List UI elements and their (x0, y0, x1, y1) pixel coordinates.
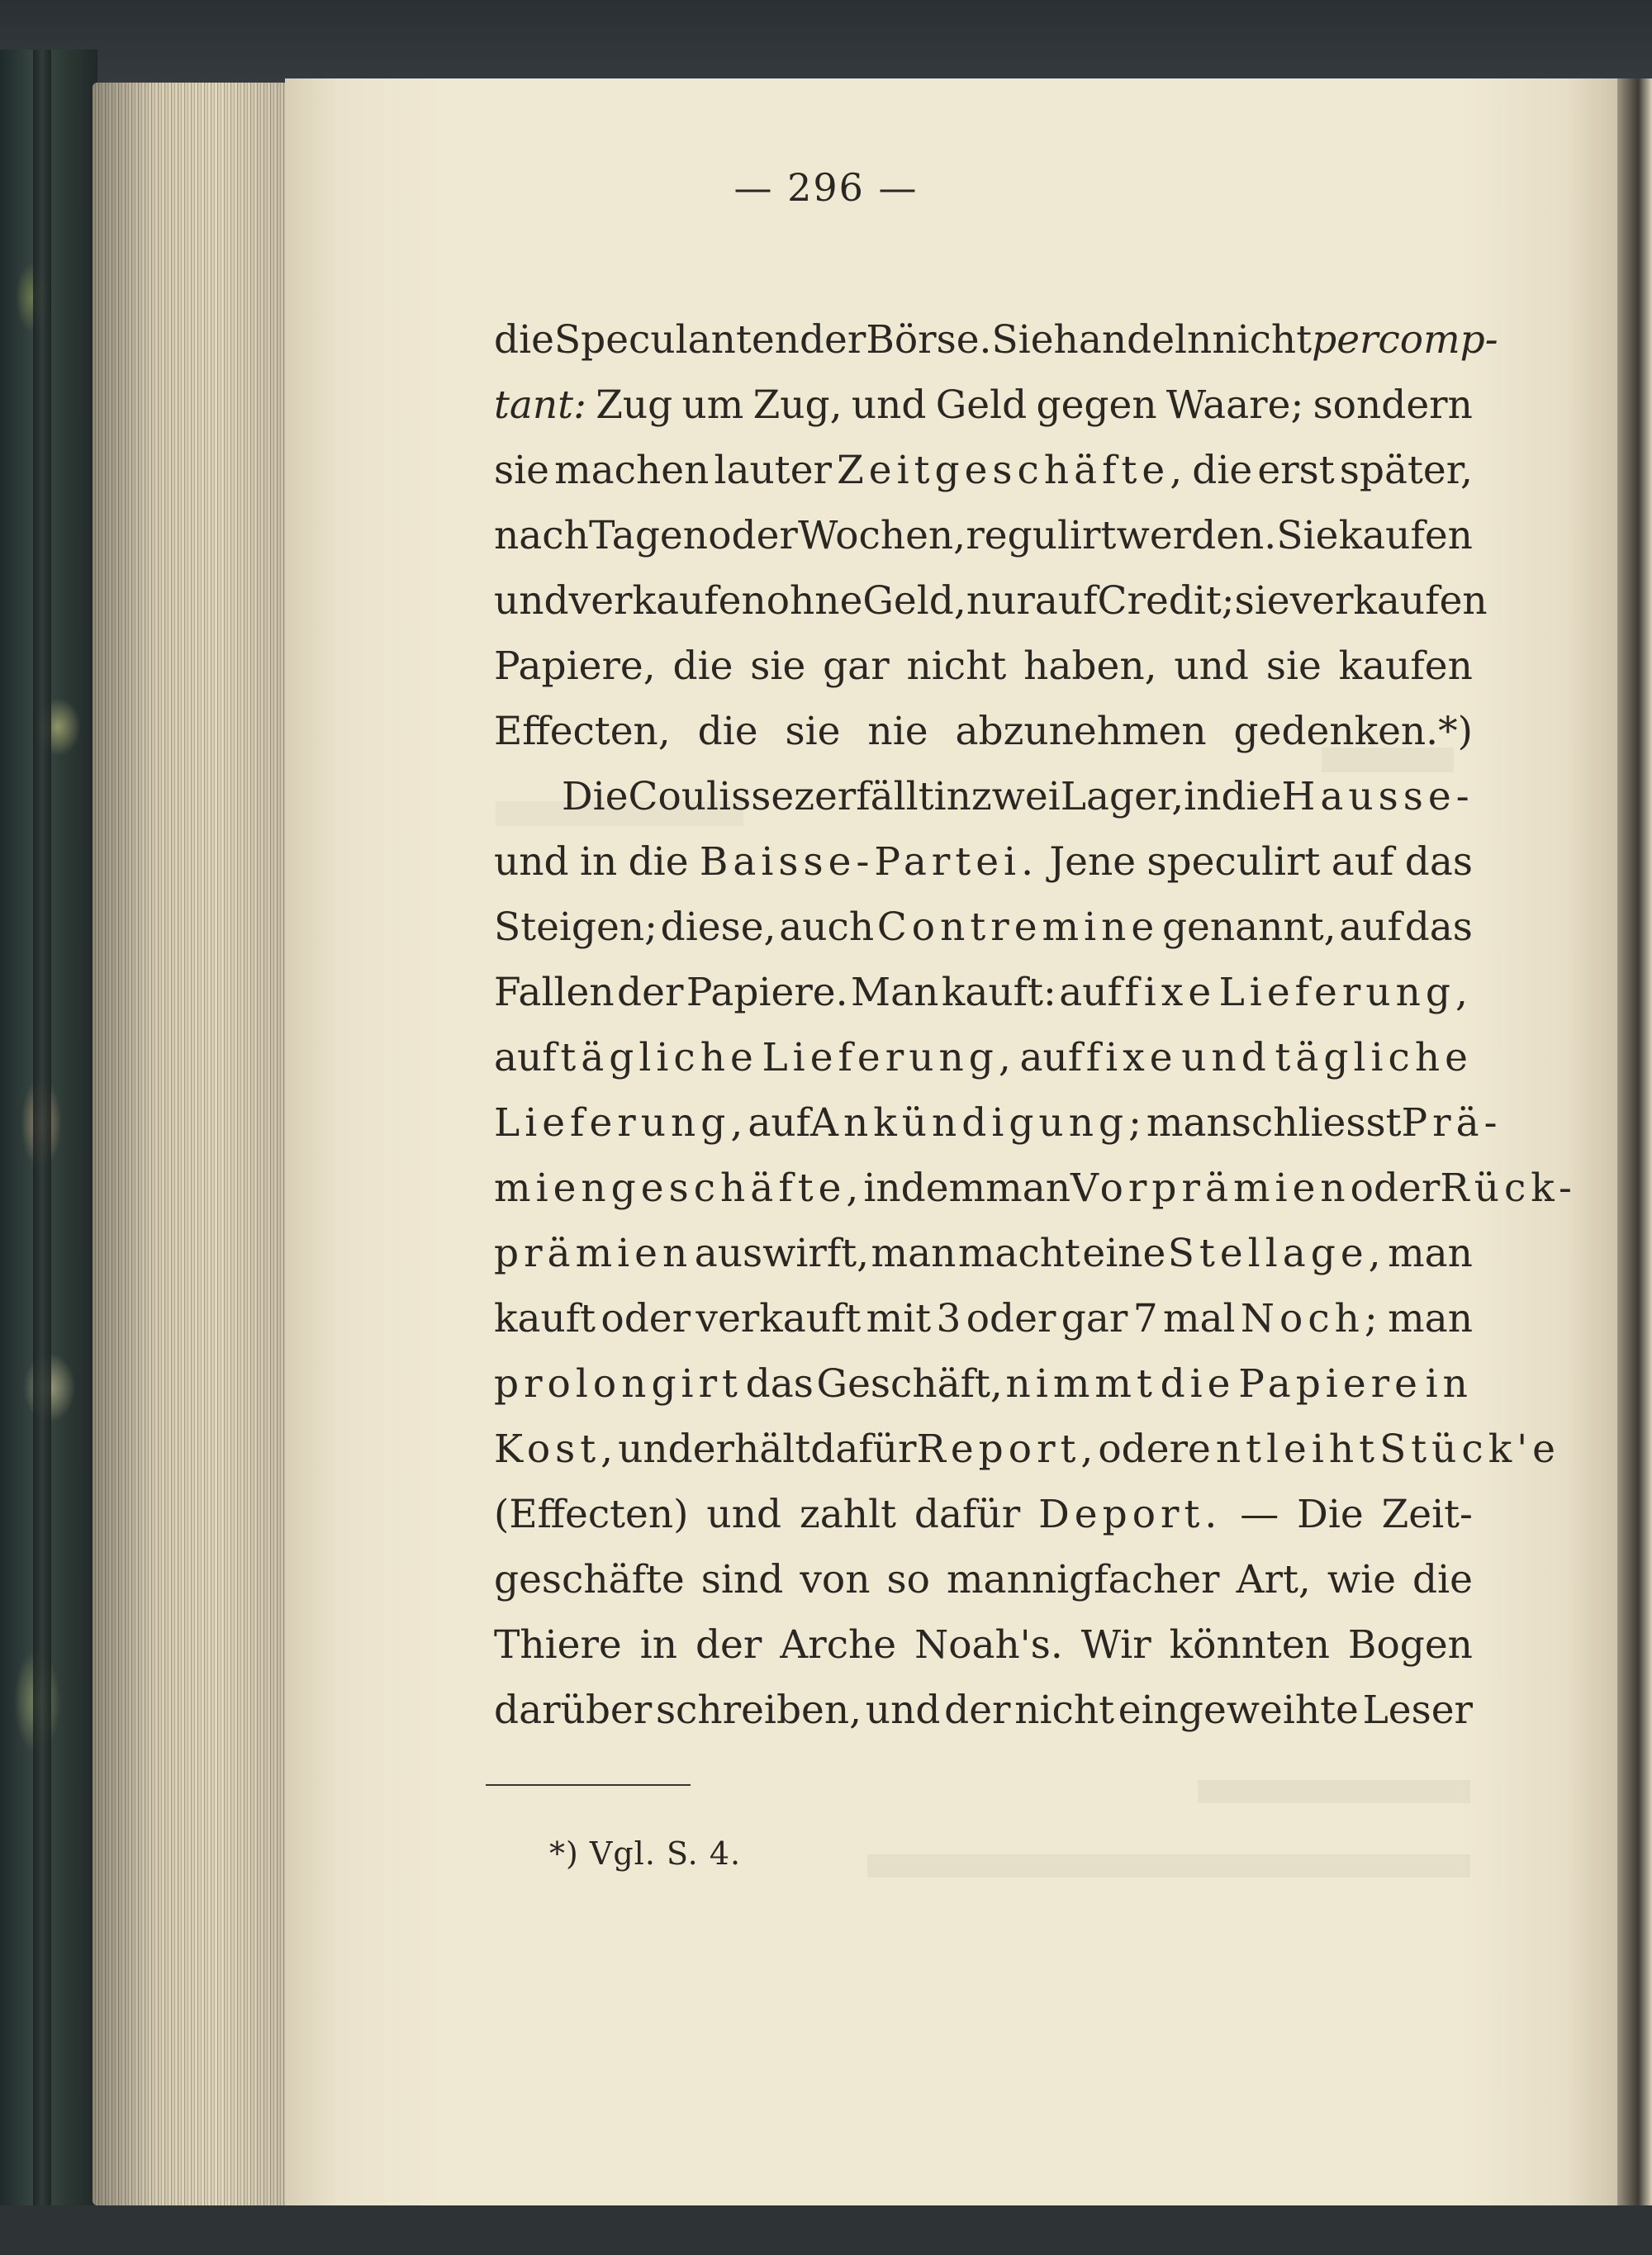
word: auf (1339, 904, 1402, 950)
word: die (1192, 448, 1253, 493)
word: Zug, (752, 382, 843, 428)
word: Man (851, 970, 939, 1015)
word: die (1221, 774, 1282, 819)
word: per (1312, 317, 1379, 363)
word: das (745, 1361, 814, 1407)
word: tant: (494, 382, 586, 428)
page-edges-shadow (93, 83, 299, 2205)
word: Leser (1362, 1688, 1473, 1733)
word: und (494, 839, 569, 885)
word: Steigen; (494, 904, 657, 950)
word: fixe (1085, 1035, 1178, 1080)
scan-background-bottom (0, 2205, 1652, 2255)
word: fixe (1124, 970, 1217, 1015)
word: Lieferung, (494, 1100, 748, 1146)
text-line (494, 438, 1473, 503)
word: oder (1350, 1165, 1441, 1211)
word: Lieferung, (762, 1035, 1016, 1080)
word: auf (494, 1035, 557, 1080)
text-line (494, 1156, 1577, 1221)
word: auf (1019, 1035, 1083, 1080)
word: macht (957, 1231, 1080, 1276)
word: Papiere, (494, 643, 656, 689)
footnote-rule (486, 1784, 691, 1786)
word: sie (1265, 643, 1322, 689)
word: Rück- (1440, 1165, 1577, 1211)
word: in (639, 1622, 678, 1668)
word: auf (748, 1100, 810, 1146)
word: Die (1297, 1492, 1364, 1537)
word: nicht (1014, 1688, 1115, 1733)
word: prolongirt (494, 1361, 743, 1407)
word: auf (1331, 839, 1394, 885)
word: machen (554, 448, 710, 493)
word: sie (1234, 578, 1290, 624)
word: Credit; (1097, 578, 1235, 624)
word: auswirft, (694, 1231, 870, 1276)
word: die (1160, 1361, 1236, 1407)
word: mannigfacher (946, 1557, 1220, 1602)
word: Wir (1080, 1622, 1151, 1668)
word: Sie (1276, 513, 1339, 558)
word: erst (1257, 448, 1335, 493)
text-line (494, 960, 1473, 1025)
word: Kost, (494, 1427, 619, 1472)
word: Lieferung, (1218, 970, 1473, 1015)
word: Art, (1236, 1557, 1311, 1602)
word: — (1240, 1492, 1279, 1537)
text-line (494, 1090, 1502, 1156)
word: man (1388, 1231, 1473, 1276)
word: Geschäft, (816, 1361, 1003, 1407)
word: Coulisse (628, 774, 795, 819)
word: sie (494, 448, 549, 493)
word: die (628, 839, 689, 885)
word: Speculanten (553, 317, 800, 363)
word: Effecten, (494, 709, 671, 754)
word: nach (494, 513, 589, 558)
word: Wochen, (798, 513, 966, 558)
word: Arche (780, 1622, 897, 1668)
text-line (494, 1547, 1473, 1612)
word: später, (1339, 448, 1473, 493)
word: nicht (906, 643, 1007, 689)
book-spine-edge (33, 50, 51, 2255)
word: gedenken.*) (1233, 709, 1473, 754)
word: sondern (1313, 382, 1473, 428)
word: von (800, 1557, 871, 1602)
word: sind (700, 1557, 784, 1602)
word: um (681, 382, 744, 428)
word: Zeit- (1381, 1492, 1473, 1537)
word: Papiere. (686, 970, 848, 1015)
word: und (1181, 1035, 1271, 1080)
text-line (494, 1482, 1473, 1547)
word: sie (785, 709, 841, 754)
word: kaufen (1338, 643, 1473, 689)
text-line (494, 829, 1473, 895)
word: eine (1082, 1231, 1166, 1276)
word: und (1174, 643, 1249, 689)
word: Baisse-Partei. (699, 839, 1039, 885)
word: dafür (810, 1427, 917, 1472)
word: Stück'e (1379, 1427, 1560, 1472)
word: tägliche (560, 1035, 758, 1080)
word: Lager, (1060, 774, 1184, 819)
word: und (494, 578, 569, 624)
word: 3 (936, 1296, 961, 1341)
word: prämien (494, 1231, 693, 1276)
word: kauft (494, 1296, 596, 1341)
word: oder (966, 1296, 1056, 1341)
word: nur (966, 578, 1035, 624)
word: und (706, 1492, 782, 1537)
text-line (494, 1221, 1473, 1286)
word: nicht (1212, 317, 1313, 363)
word: die (1412, 1557, 1473, 1602)
word: verkauft (695, 1296, 862, 1341)
word: Börse. (866, 317, 992, 363)
word: regulirt (966, 513, 1117, 558)
word: oder (601, 1296, 691, 1341)
word: wie (1327, 1557, 1396, 1602)
word: Bogen (1347, 1622, 1473, 1668)
word: der (944, 1688, 1011, 1733)
word: zwei (971, 774, 1061, 819)
word: zahlt (800, 1492, 896, 1537)
word: oder (708, 513, 798, 558)
word: darüber (494, 1688, 653, 1733)
word: oder (1098, 1427, 1189, 1472)
word: auf (1034, 578, 1098, 624)
word: Sie (991, 317, 1054, 363)
word: comp- (1378, 317, 1498, 363)
word: zerfällt (794, 774, 934, 819)
word: lauter (714, 448, 832, 493)
word: kaufen (1338, 513, 1473, 558)
word: man (985, 1165, 1070, 1211)
text-line (494, 1025, 1473, 1090)
word: speculirt (1146, 839, 1321, 885)
word: Thiere (494, 1622, 622, 1668)
text-line (494, 1678, 1473, 1743)
word: in (1184, 774, 1222, 819)
word: man (1388, 1296, 1473, 1341)
word: eingeweihte (1118, 1688, 1359, 1733)
word: und (618, 1427, 693, 1472)
word: Contremine (876, 904, 1160, 950)
word: könnten (1169, 1622, 1330, 1668)
word: verkaufen (1289, 578, 1488, 624)
word: die (494, 317, 554, 363)
word: in (933, 774, 971, 819)
word: werden. (1116, 513, 1277, 558)
word: tägliche (1275, 1035, 1473, 1080)
word: auch (779, 904, 875, 950)
footnote: *) Vgl. S. 4. (549, 1835, 742, 1872)
text-line (494, 373, 1473, 438)
word: der (695, 1622, 762, 1668)
word: Die (562, 774, 629, 819)
text-line (494, 634, 1473, 699)
word: Papiere (1238, 1361, 1422, 1407)
word: und (865, 1688, 941, 1733)
word: Noch; (1240, 1296, 1383, 1341)
text-line (494, 1417, 1560, 1482)
word: Stellage, (1167, 1231, 1386, 1276)
word: man (871, 1231, 957, 1276)
word: Zeitgeschäfte, (837, 448, 1188, 493)
word: erhält (692, 1427, 811, 1472)
word: mal (1162, 1296, 1236, 1341)
word: Jene (1049, 839, 1137, 885)
word: nimmt (1005, 1361, 1157, 1407)
word: Fallen (494, 970, 615, 1015)
word: und (851, 382, 927, 428)
word: das (1404, 839, 1473, 885)
text-line (494, 1612, 1473, 1678)
word: schliesst (1231, 1100, 1402, 1146)
word: kauft: (941, 970, 1056, 1015)
word: Report, (916, 1427, 1099, 1472)
text-line (494, 895, 1473, 960)
word: Hausse- (1281, 774, 1474, 819)
word: miengeschäfte, (494, 1165, 864, 1211)
scan-background-top (0, 0, 1652, 91)
word: haben, (1023, 643, 1157, 689)
word: der (799, 317, 866, 363)
word: sie (750, 643, 806, 689)
word: gar (823, 643, 890, 689)
body-text (494, 307, 1577, 1743)
text-line (494, 1286, 1473, 1351)
word: 7 (1132, 1296, 1158, 1341)
word: gar (1061, 1296, 1128, 1341)
word: Vorprämien (1070, 1165, 1351, 1211)
word: Noah's. (914, 1622, 1063, 1668)
word: Zug (596, 382, 673, 428)
page-number: — 296 — (733, 165, 919, 210)
word: ohne (766, 578, 863, 624)
text-line (494, 699, 1473, 764)
word: indem (863, 1165, 986, 1211)
word: gegen (1036, 382, 1157, 428)
text-line (494, 568, 1488, 634)
text-line (494, 307, 1498, 373)
word: Ankündigung; (810, 1100, 1146, 1146)
word: die (697, 709, 758, 754)
word: schreiben, (655, 1688, 862, 1733)
text-line (494, 764, 1473, 829)
text-line (494, 1351, 1473, 1417)
word: genannt, (1161, 904, 1336, 950)
text-line (494, 503, 1473, 568)
word: mit (866, 1296, 932, 1341)
word: abzunehmen (955, 709, 1207, 754)
word: nie (867, 709, 928, 754)
word: in (579, 839, 618, 885)
word: geschäfte (494, 1557, 685, 1602)
word: diese, (660, 904, 776, 950)
word: handeln (1053, 317, 1213, 363)
word: Tagen (589, 513, 708, 558)
word: so (886, 1557, 930, 1602)
word: der (617, 970, 684, 1015)
word: entleiht (1188, 1427, 1380, 1472)
word: Geld, (862, 578, 966, 624)
word: das (1404, 904, 1473, 950)
word: Waare; (1165, 382, 1304, 428)
word: verkaufen (568, 578, 767, 624)
word: in (1425, 1361, 1473, 1407)
right-gutter (1617, 78, 1652, 2210)
word: man (1146, 1100, 1232, 1146)
word: die (672, 643, 733, 689)
word: Prä- (1401, 1100, 1502, 1146)
word: Deport. (1038, 1492, 1222, 1537)
word: dafür (914, 1492, 1021, 1537)
word: (Effecten) (494, 1492, 689, 1537)
word: Geld (935, 382, 1028, 428)
word: auf (1059, 970, 1122, 1015)
